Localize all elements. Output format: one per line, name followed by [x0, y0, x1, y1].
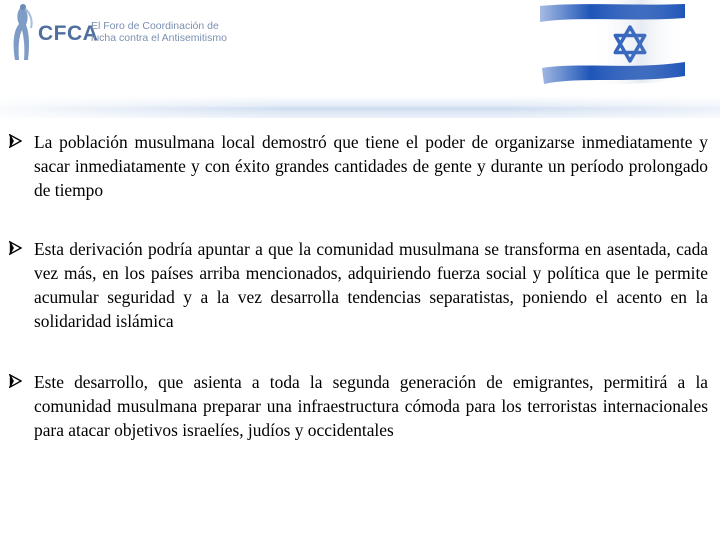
- logo-tagline-line2: lucha contra el Antisemitismo: [91, 32, 227, 44]
- bullet-list: [9, 130, 708, 442]
- bullet-item: [9, 370, 708, 442]
- bullet-text: Este desarrollo, que asienta a toda la segunda generación de emigrantes, permitirá a la comunidad musulmana preparar una infraestructura cómoda para los terroristas internacionales para atacar objetivos israelíes, judíos y occidentales: [34, 372, 708, 440]
- bullet-item: [9, 130, 708, 202]
- bullet-text: Esta derivación podría apuntar a que la comunidad musulmana se transforma en asentada, cada vez más, en los países arriba mencionados, adquiriendo fuerza social y política que le permite acumular seguridad y a la vez desarrolla tendencias separatistas, poniendo el acento en la solidaridad islámica: [34, 239, 708, 331]
- slide-header: [0, 0, 720, 100]
- logo-acronym: CFCA: [38, 22, 99, 45]
- arrowhead-bullet-icon: [9, 374, 22, 388]
- arrowhead-bullet-icon: [9, 134, 22, 148]
- arrowhead-bullet-icon: [9, 241, 22, 255]
- bullet-text: La población musulmana local demostró que tiene el poder de organizarse inmediatamente y sacar inmediatamente y con éxito grandes cantidades de gente y durante un período prolongado de tiempo: [34, 132, 708, 200]
- bullet-item: [9, 237, 708, 333]
- cfca-figure-icon: [6, 2, 38, 64]
- header-divider-fade: [0, 96, 720, 118]
- logo-tagline-line1: El Foro de Coordinación de: [91, 20, 219, 32]
- logo-tagline: [91, 20, 231, 44]
- israel-flag-icon: [530, 0, 690, 95]
